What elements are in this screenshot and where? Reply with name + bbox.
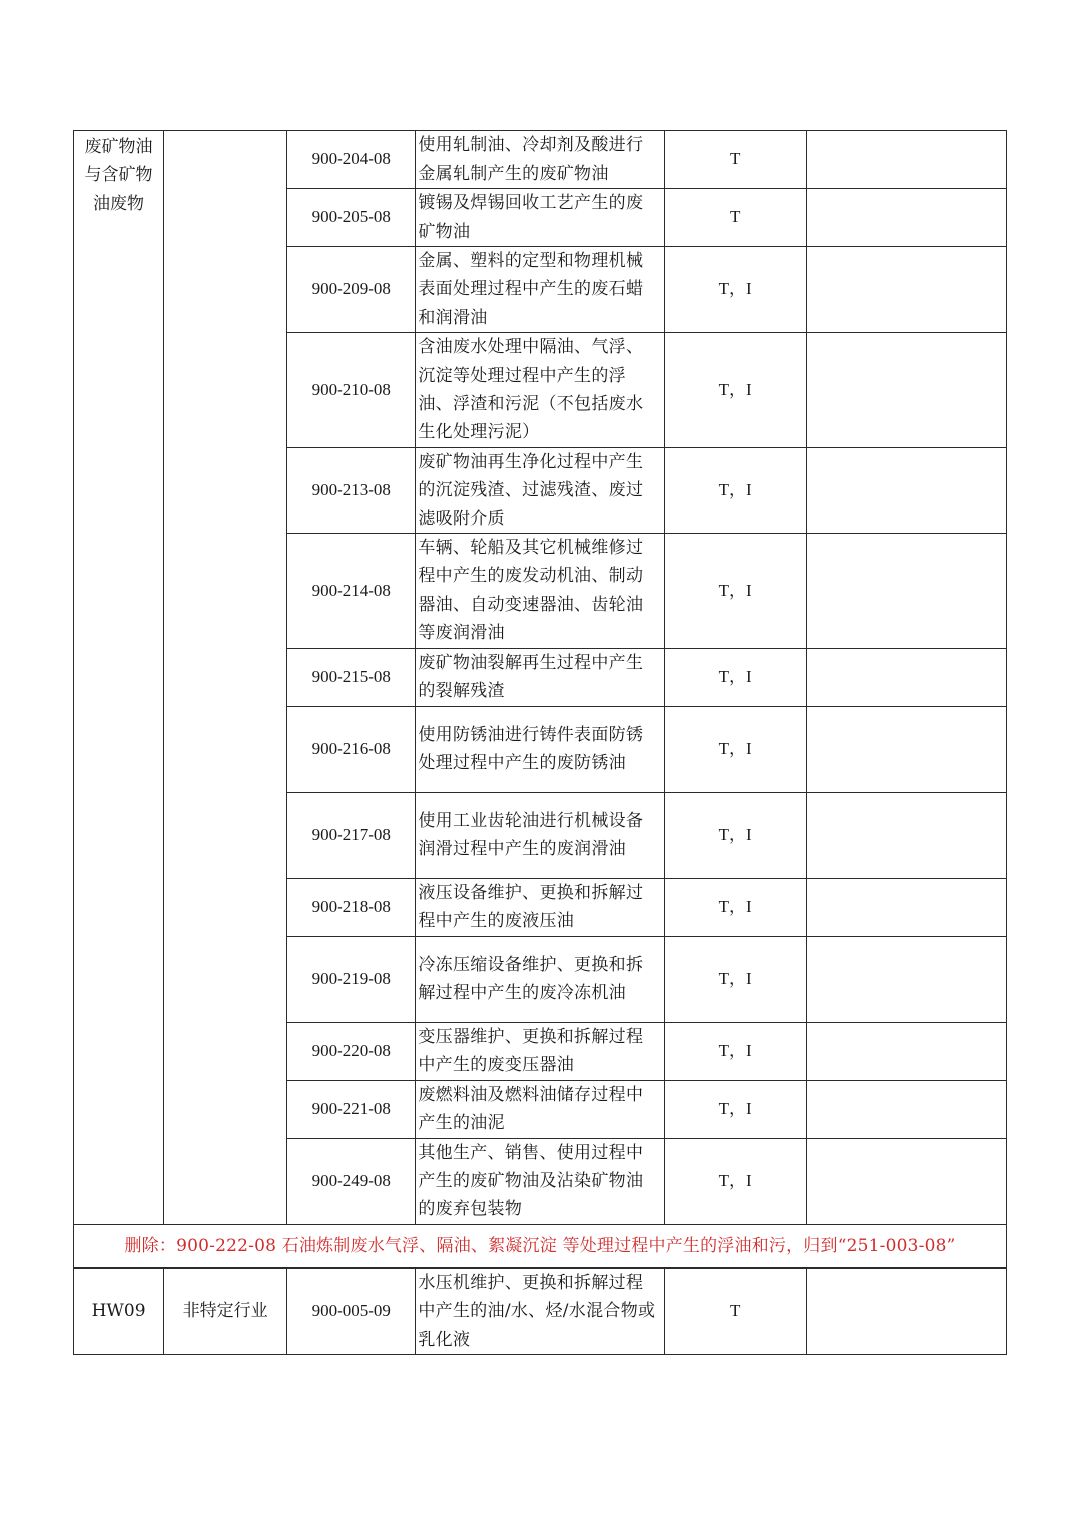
note-cell — [806, 447, 1006, 533]
waste-code: 900-209-08 — [287, 247, 416, 333]
waste-description: 废矿物油再生净化过程中产生的沉淀残渣、过滤残渣、废过滤吸附介质 — [416, 447, 664, 533]
waste-code: 900-204-08 — [287, 131, 416, 189]
waste-code: 900-213-08 — [287, 447, 416, 533]
industry-label: 非特定行业 — [164, 1268, 287, 1355]
waste-category-label: 废矿物油与含矿物油废物 — [84, 137, 153, 214]
note-cell — [806, 131, 1006, 189]
waste-description: 冷冻压缩设备维护、更换和拆解过程中产生的废冷冻机油 — [416, 936, 664, 1022]
industry-cell — [164, 131, 287, 1225]
table-row — [74, 131, 1007, 189]
waste-code: 900-215-08 — [287, 648, 416, 706]
waste-code: 900-217-08 — [287, 792, 416, 878]
hazard-characteristic: T，I — [664, 1080, 806, 1138]
waste-description: 废矿物油裂解再生过程中产生的裂解残渣 — [416, 648, 664, 706]
waste-description: 车辆、轮船及其它机械维修过程中产生的废发动机油、制动器油、自动变速器油、齿轮油等废润滑油 — [416, 534, 664, 649]
note-cell — [806, 1080, 1006, 1138]
note-cell — [806, 648, 1006, 706]
waste-description: 使用轧制油、冷却剂及酸进行金属轧制产生的废矿物油 — [416, 131, 664, 189]
hazard-characteristic: T，I — [664, 706, 806, 792]
hazard-characteristic: T，I — [664, 648, 806, 706]
hazard-characteristic: T，I — [664, 936, 806, 1022]
note-cell — [806, 1268, 1006, 1355]
hazard-characteristic: T，I — [664, 534, 806, 649]
waste-description: 其他生产、销售、使用过程中产生的废矿物油及沾染矿物油的废弃包装物 — [416, 1138, 664, 1224]
waste-description: 变压器维护、更换和拆解过程中产生的废变压器油 — [416, 1022, 664, 1080]
waste-category-code: HW09 — [74, 1268, 164, 1355]
note-cell — [806, 189, 1006, 247]
note-cell — [806, 792, 1006, 878]
waste-code: 900-210-08 — [287, 333, 416, 448]
note-cell — [806, 534, 1006, 649]
waste-category-cell — [74, 131, 164, 1225]
note-cell — [806, 333, 1006, 448]
note-cell — [806, 878, 1006, 936]
waste-code: 900-221-08 — [287, 1080, 416, 1138]
hazard-characteristic: T — [664, 189, 806, 247]
hazard-characteristic: T，I — [664, 247, 806, 333]
waste-description: 水压机维护、更换和拆解过程中产生的油/水、烃/水混合物或乳化液 — [416, 1268, 664, 1355]
waste-description: 废燃料油及燃料油储存过程中产生的油泥 — [416, 1080, 664, 1138]
hazard-characteristic: T — [664, 131, 806, 189]
note-cell — [806, 1022, 1006, 1080]
hazard-characteristic: T — [664, 1268, 806, 1355]
waste-description: 金属、塑料的定型和物理机械表面处理过程中产生的废石蜡和润滑油 — [416, 247, 664, 333]
note-cell — [806, 936, 1006, 1022]
waste-code: 900-220-08 — [287, 1022, 416, 1080]
hazard-characteristic: T，I — [664, 1138, 806, 1224]
hazardous-waste-table — [73, 130, 1007, 1355]
waste-description: 使用工业齿轮油进行机械设备润滑过程中产生的废润滑油 — [416, 792, 664, 878]
waste-code: 900-216-08 — [287, 706, 416, 792]
waste-description: 含油废水处理中隔油、气浮、沉淀等处理过程中产生的浮油、浮渣和污泥（不包括废水生化处理污泥） — [416, 333, 664, 448]
note-cell — [806, 1138, 1006, 1224]
hazard-characteristic: T，I — [664, 878, 806, 936]
hazard-characteristic: T，I — [664, 792, 806, 878]
deletion-note: 删除：900-222-08 石油炼制废水气浮、隔油、絮凝沉淀 等处理过程中产生的浮油和污，归到“251-003-08” — [74, 1224, 1007, 1268]
waste-description: 使用防锈油进行铸件表面防锈处理过程中产生的废防锈油 — [416, 706, 664, 792]
hazard-characteristic: T，I — [664, 333, 806, 448]
waste-description: 液压设备维护、更换和拆解过程中产生的废液压油 — [416, 878, 664, 936]
waste-description: 镀锡及焊锡回收工艺产生的废矿物油 — [416, 189, 664, 247]
note-cell — [806, 706, 1006, 792]
waste-code: 900-205-08 — [287, 189, 416, 247]
table-row — [74, 1268, 1007, 1355]
deletion-row — [74, 1224, 1007, 1268]
note-cell — [806, 247, 1006, 333]
hazard-characteristic: T，I — [664, 447, 806, 533]
waste-code: 900-218-08 — [287, 878, 416, 936]
waste-code: 900-214-08 — [287, 534, 416, 649]
waste-code: 900-219-08 — [287, 936, 416, 1022]
waste-code: 900-249-08 — [287, 1138, 416, 1224]
waste-code: 900-005-09 — [287, 1268, 416, 1355]
hazard-characteristic: T，I — [664, 1022, 806, 1080]
